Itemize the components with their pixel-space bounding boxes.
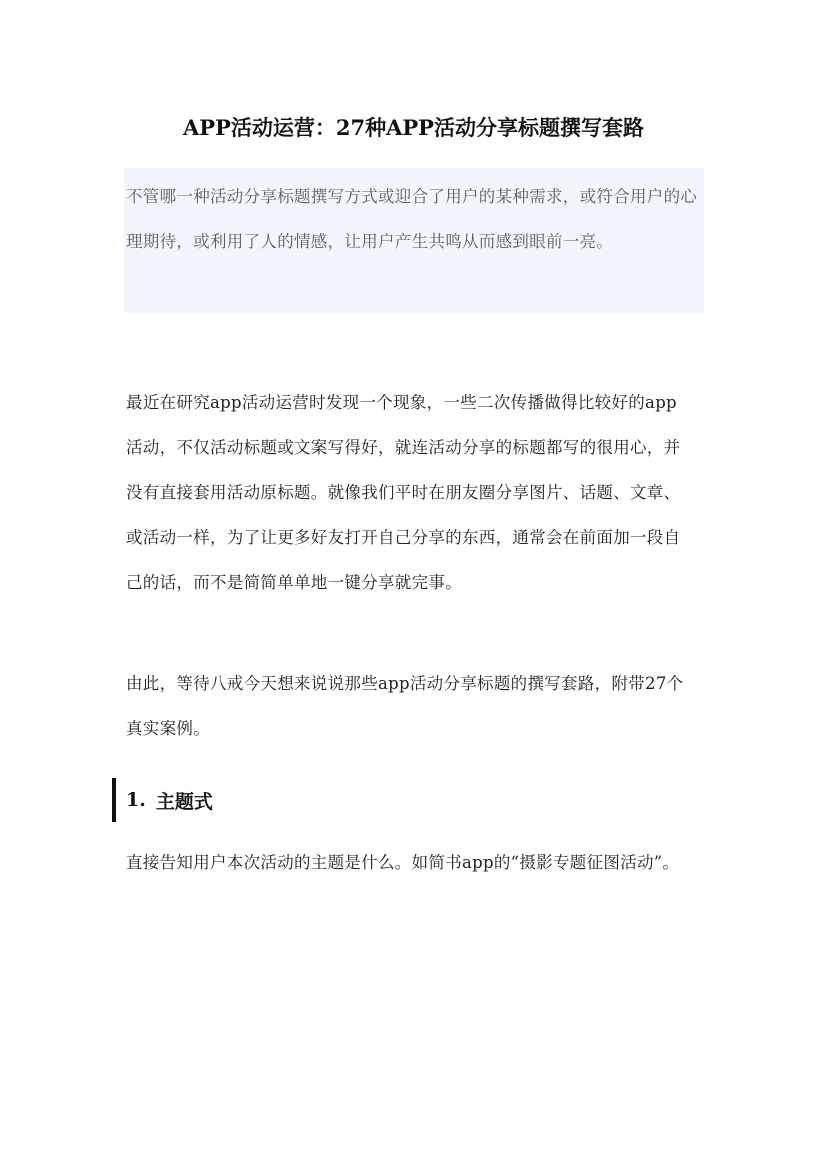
- summary-box: [124, 168, 704, 313]
- section-heading-text: 主题式: [155, 790, 213, 813]
- body-paragraph-2: 由此，等待八戒今天想来说说那些app活动分享标题的撰写套路，附带27个真实案例。: [126, 674, 684, 738]
- section-paragraph: 直接告知用户本次活动的主题是什么。如简书app的“摄影专题征图活动”。: [126, 853, 680, 872]
- article-title: APP活动运营：27种APP活动分享标题撰写套路: [183, 115, 644, 140]
- summary-text: 不管哪一种活动分享标题撰写方式或迎合了用户的某种需求，或符合用户的心理期待，或利用了人的情感，让用户产生共鸣从而感到眼前一亮。: [126, 187, 698, 251]
- body-paragraph-1: 最近在研究app活动运营时发现一个现象，一些二次传播做得比较好的app活动，不仅活动标题或文案写得好，就连活动分享的标题都写的很用心，并没有直接套用活动原标题。就像我们平时在朋友圈分享图片、话题、文章、或活动一样，为了让更多好友打开自己分享的东西，通常会在前面加一段自己的话，而不是简简单单地一键分享就完事。: [126, 393, 681, 592]
- section-heading: [112, 778, 213, 822]
- section-number: 1.: [126, 789, 146, 811]
